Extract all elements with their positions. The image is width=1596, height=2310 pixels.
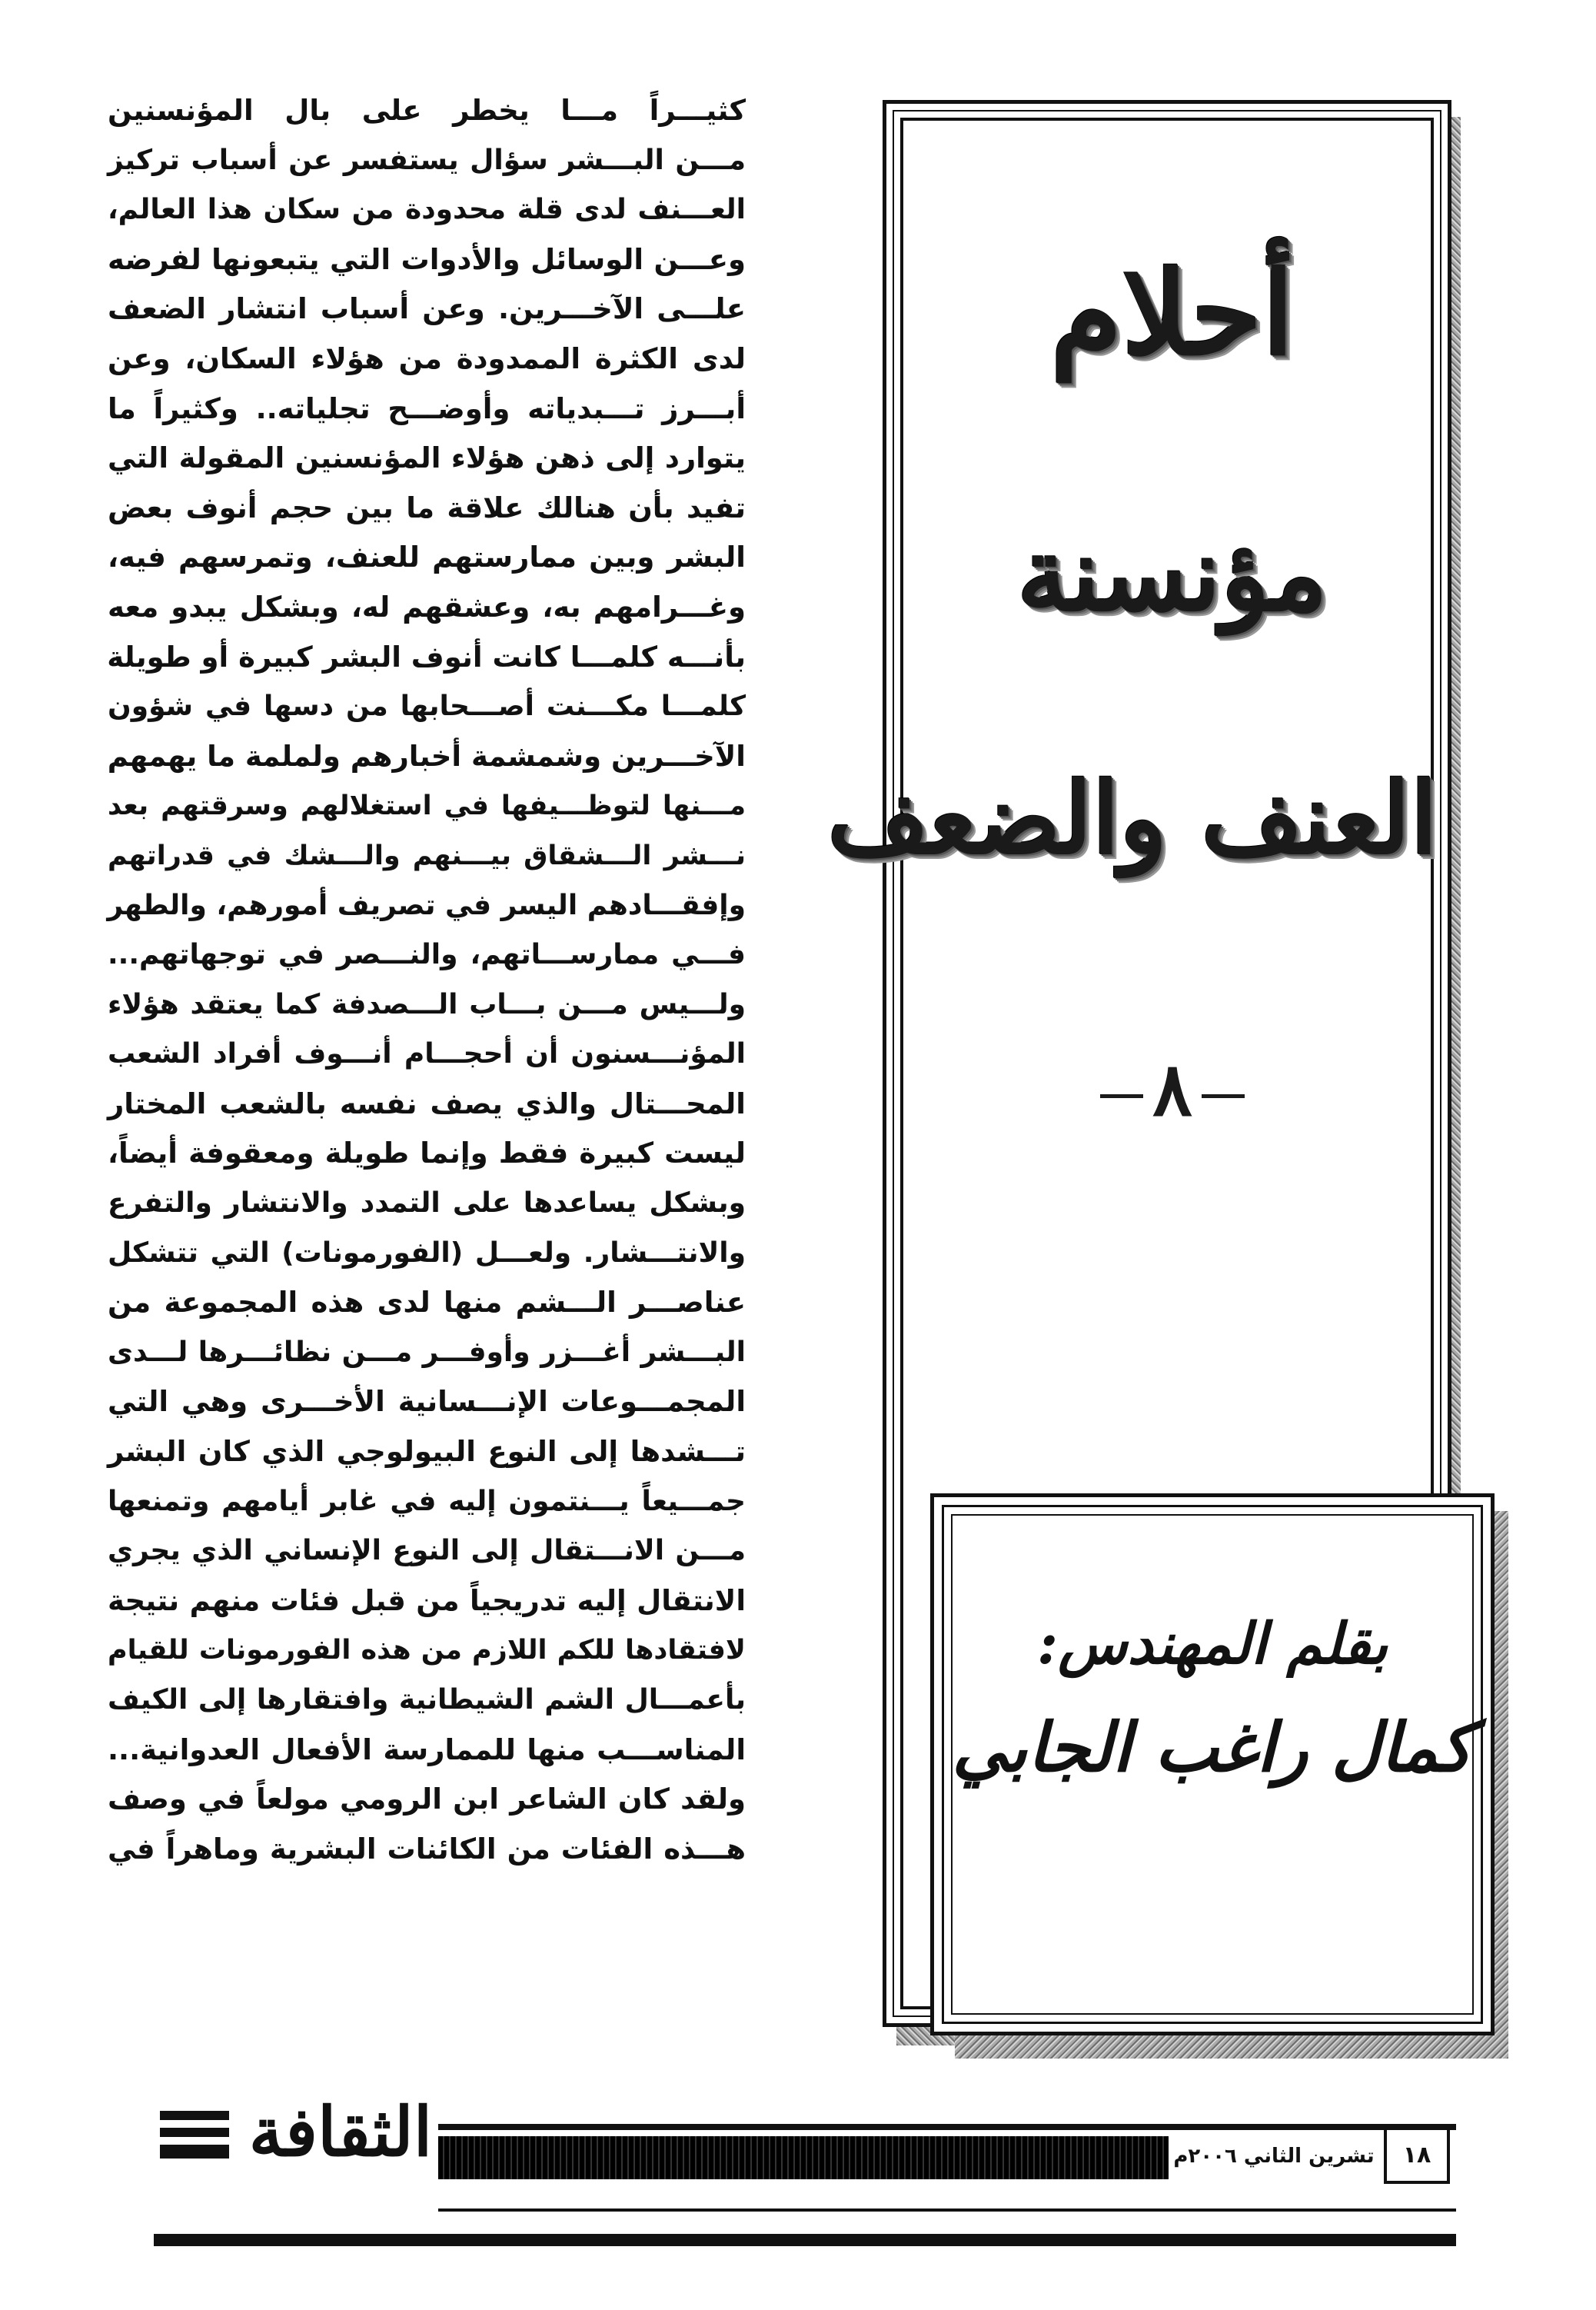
footer-band xyxy=(438,2136,1169,2179)
article-line: الانتقال إليه تدريجياً من قبل فئات منهم نتيجة xyxy=(108,1583,746,1617)
part-number xyxy=(907,1046,1438,1133)
part-dash-right xyxy=(1202,1094,1245,1098)
article-line: المؤنـــسنون أن أحجـــام أنـــوف أفراد الشعب xyxy=(108,1038,746,1070)
article-body xyxy=(108,86,746,1874)
article-line: ولقد كان الشاعر ابن الرومي مولعاً في وصف xyxy=(108,1782,746,1816)
article-line: بأعمـــال الشم الشيطانية وافتقارها إلى الكيف xyxy=(108,1684,746,1716)
title-word-humanized: مؤنسنة xyxy=(1017,515,1328,634)
article-line: المحـــتال والذي يصف نفسه بالشعب المختار xyxy=(108,1087,746,1120)
article-line: مـــن الانـــتقال إلى النوع الإنساني الذي يجري xyxy=(108,1535,746,1567)
footer-rule-bottom xyxy=(154,2234,1456,2246)
article-line: الآخـــرين وشمشمة أخبارهم ولملمة ما يهمهم xyxy=(107,739,746,773)
part-dash-left xyxy=(1100,1094,1143,1098)
article-line: مـــن البـــشر سؤال يستفسر عن أسباب تركيز xyxy=(108,144,746,176)
article-line: وبشكل يساعدها على التمدد والانتشار والتفرع xyxy=(108,1187,746,1220)
article-line: جمـــيعاً يـــنتمون إليه في غابر أيامهم وتمنعها xyxy=(108,1485,746,1517)
part-number-value: ٨ xyxy=(1152,1046,1192,1133)
article-line: البـــشر أغـــزر وأوفـــر مـــن نظائـــرها لـــدى xyxy=(108,1336,746,1368)
article-line: فـــي ممارســـاتهم، والنـــصر في توجهاتهم... xyxy=(108,939,746,971)
article-line: بأنـــه كلمـــا كانت أنوف البشر كبيرة أو طويلة xyxy=(107,640,746,674)
page-number: ١٨ xyxy=(1384,2127,1450,2184)
issue-date: تشرين الثاني ٢٠٠٦م xyxy=(1173,2145,1375,2168)
article-line: ولـــيس مـــن بـــاب الـــصدفة كما يعتقد هؤلاء xyxy=(108,988,746,1020)
author-label: بقلم المهندس: xyxy=(1036,1611,1388,1677)
article-line: كلمـــا مكـــنت أصـــحابها من دسها في شؤون xyxy=(108,691,746,723)
title-word-dreams: أحلام xyxy=(1050,246,1295,381)
article-line: وعـــن الوسائل والأدوات التي يتبعونها لفرضه xyxy=(108,242,746,276)
article-line: المناســـب منها للممارسة الأفعال العدوانية... xyxy=(108,1732,746,1766)
article-line: البشر وبين ممارستهم للعنف، وتمرسهم فيه، xyxy=(108,541,746,574)
article-line: لدى الكثرة الممدودة من هؤلاء السكان، وعن xyxy=(108,341,746,375)
article-line: هـــذه الفئات من الكائنات البشرية وماهراً في xyxy=(108,1832,746,1866)
article-line: أبـــرز تـــبدياته وأوضـــح تجلياته.. وكثيراً ما xyxy=(108,391,746,425)
article-line: يتوارد إلى ذهن هؤلاء المؤنسنين المقولة التي xyxy=(108,441,746,475)
author-name: كمال راغب الجابي xyxy=(952,1707,1473,1787)
article-line: لافتقادها للكم اللازم من هذه الفورمونات للقيام xyxy=(108,1635,746,1666)
footer-rule-middle xyxy=(438,2208,1456,2212)
article-line: عناصـــر الـــشم منها لدى هذه المجموعة من xyxy=(108,1286,746,1320)
title-word-violence-weakness: العنف والضعف xyxy=(827,761,1438,877)
magazine-logo-bars xyxy=(160,2111,229,2166)
article-line: علـــى الآخـــرين. وعن أسباب انتشار الضعف xyxy=(108,292,746,326)
article-line: وإفقـــادهم اليسر في تصريف أمورهم، والطهر xyxy=(107,889,746,921)
article-line: المجمـــوعات الإنـــسانية الأخـــرى وهي التي xyxy=(108,1385,746,1419)
footer-rule-top xyxy=(438,2124,1456,2130)
article-line: كثيـــراً مـــا يخطر على بال المؤنسنين xyxy=(108,94,746,127)
article-line: وغـــرامهم به، وعشقهم له، وبشكل يبدو معه xyxy=(108,590,746,624)
article-line: نـــشر الـــشقاق بيـــنهم والـــشك في قدراتهم xyxy=(108,840,746,871)
article-line: ليست كبيرة فقط وإنما طويلة ومعقوفة أيضاً، xyxy=(108,1137,746,1170)
article-line: تـــشدها إلى النوع البيولوجي الذي كان البشر xyxy=(108,1435,746,1469)
article-line: مـــنها لتوظـــيفها في استغلالهم وسرقتهم بعد xyxy=(108,791,746,822)
article-line: والانتـــشار. ولعـــل (الفورمونات) التي تتشكل xyxy=(108,1237,746,1269)
article-line: تفيد بأن هنالك علاقة ما بين حجم أنوف بعض xyxy=(108,491,746,524)
magazine-name: الثقافة xyxy=(248,2092,433,2172)
article-line: العـــنف لدى قلة محدودة من سكان هذا العالم، xyxy=(108,194,746,226)
